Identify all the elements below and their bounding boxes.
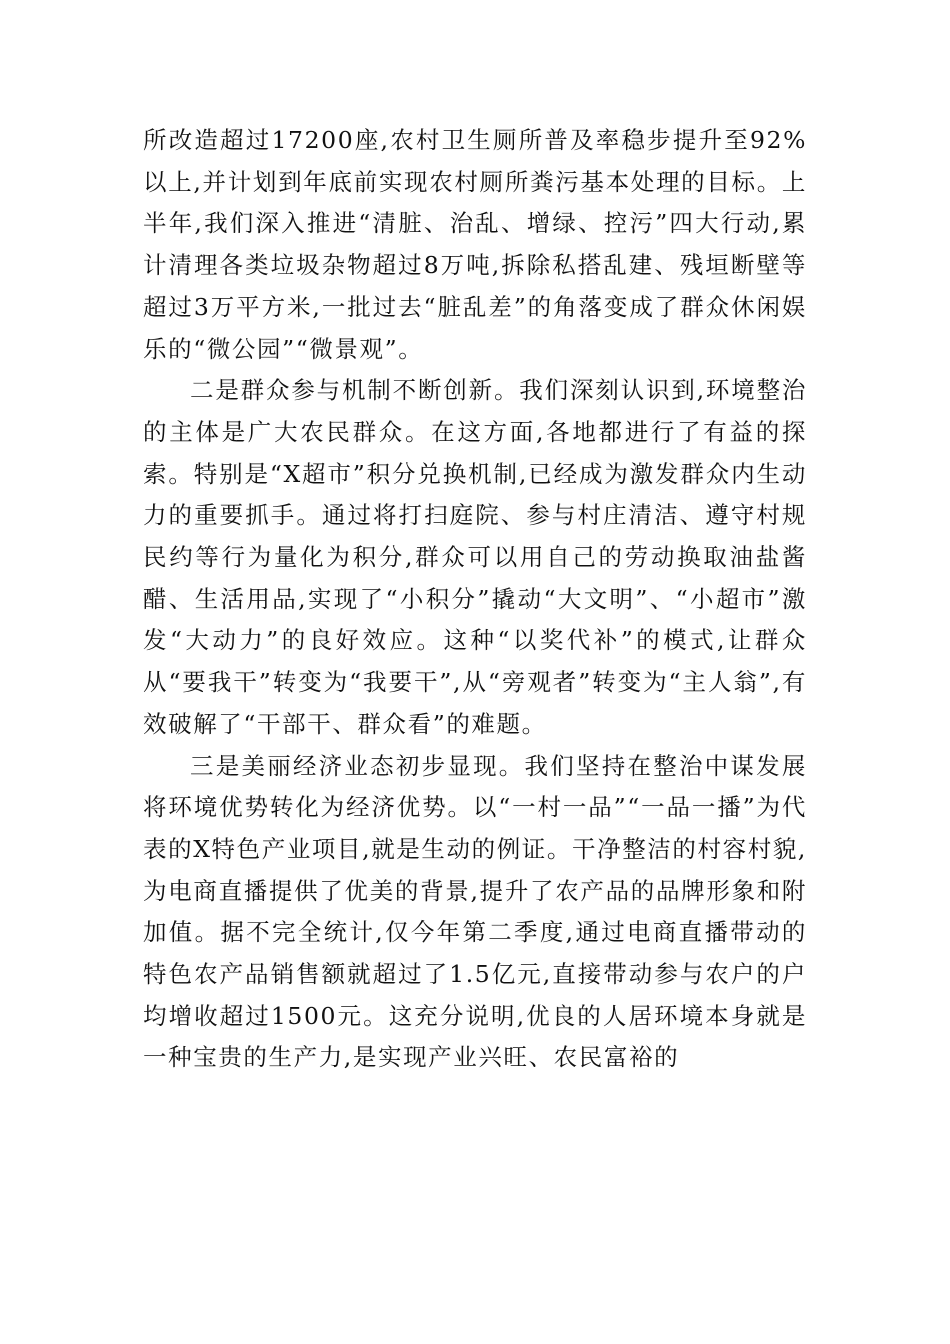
paragraph-lead: 三是美丽经济业态初步显现。 (190, 751, 525, 780)
paragraph-public-participation (143, 370, 807, 745)
paragraph-text: 我们深刻认识到,环境整治的主体是广大农民群众。在这方面,各地都进行了有益的探索。特别是“X超市”积分兑换机制,已经成为激发群众内生动力的重要抓手。通过将打扫庭院、参与村庄清洁、遵守村规民约等行为量化为积分,群众可以用自己的劳动换取油盐酱醋、生活用品,实现了“小积分”撬动“大文明”、“小超市”激发“大动力”的良好效应。这种“以奖代补”的模式,让群众从“要我干”转变为“我要干”,从“旁观者”转变为“主人翁”,有效破解了“干部干、群众看”的难题。 (143, 376, 807, 738)
paragraph-beautiful-economy (143, 746, 807, 1080)
document-body (143, 120, 807, 1079)
paragraph-toilet-revolution (143, 120, 807, 370)
paragraph-text: 我们坚持在整治中谋发展将环境优势转化为经济优势。以“一村一品”“一品一播”为代表的X特色产业项目,就是生动的例证。干净整洁的村容村貌,为电商直播提供了优美的背景,提升了农产品的品牌形象和附加值。据不完全统计,仅今年第二季度,通过电商直播带动的特色农产品销售额就超过了1.5亿元,直接带动参与农户的户均增收超过1500元。这充分说明,优良的人居环境本身就是一种宝贵的生产力,是实现产业兴旺、农民富裕的 (143, 751, 807, 1072)
paragraph-lead: 二是群众参与机制不断创新。 (190, 376, 520, 405)
paragraph-text: 所改造超过17200座,农村卫生厕所普及率稳步提升至92%以上,并计划到年底前实现农村厕所粪污基本处理的目标。上半年,我们深入推进“清脏、治乱、增绿、控污”四大行动,累计清理各类垃圾杂物超过8万吨,拆除私搭乱建、残垣断壁等超过3万平方米,一批过去“脏乱差”的角落变成了群众休闲娱乐的“微公园”“微景观”。 (143, 126, 807, 363)
